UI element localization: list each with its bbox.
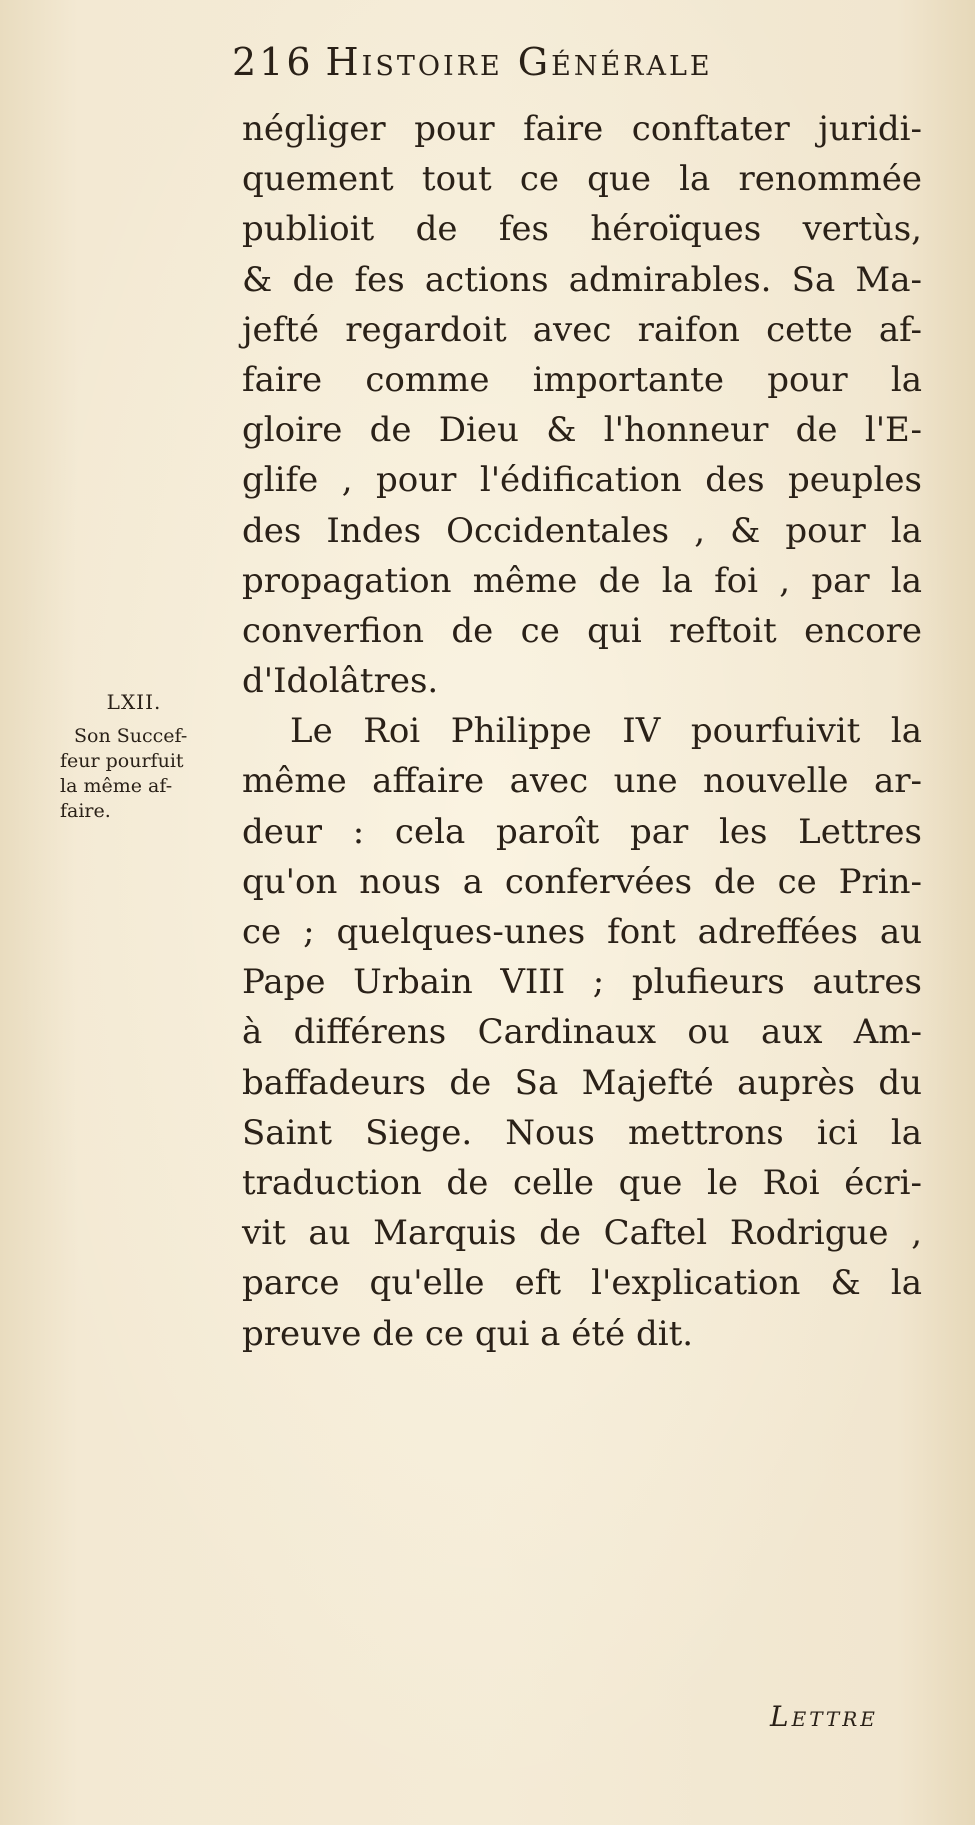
marginal-note-line: la même af-	[60, 775, 173, 797]
marginal-note-line: Son Succef-	[74, 725, 188, 747]
text-line: Saint Siege. Nous mettrons ici la	[242, 1112, 922, 1153]
main-text	[242, 104, 922, 1359]
paragraph-start-line: Le Roi Philippe IV pourfuivit la	[290, 711, 922, 752]
text-line: quement tout ce que la renommée	[242, 159, 922, 200]
text-line: converfion de ce qui reftoit encore	[242, 610, 922, 651]
text-line: négliger pour faire conftater juridi-	[242, 109, 922, 149]
text-line: traduction de celle que le Roi écri-	[242, 1162, 922, 1203]
text-line: qu'on nous a confervées de ce Prin-	[242, 861, 922, 902]
text-line: gloire de Dieu & l'honneur de l'E-	[242, 410, 922, 451]
text-line: des Indes Occidentales , & pour la	[242, 510, 922, 551]
text-line: à différens Cardinaux ou aux Am-	[242, 1012, 922, 1053]
marginal-note-line: feur pourfuit	[60, 750, 184, 772]
running-head	[232, 40, 872, 84]
running-title: Histoire Générale	[325, 40, 713, 84]
text-line: baffadeurs de Sa Majefté auprès du	[242, 1062, 922, 1103]
text-line: même affaire avec une nouvelle ar-	[242, 761, 922, 802]
text-line: & de fes actions admirables. Sa Ma-	[242, 259, 922, 300]
text-line: Pape Urbain VIII ; plufieurs autres	[242, 962, 922, 1003]
section-number: LXII.	[106, 690, 162, 714]
paragraph-end-line: d'Idolâtres.	[242, 661, 439, 702]
text-line: vit au Marquis de Caftel Rodrigue ,	[242, 1213, 922, 1254]
marginal-note-line: faire.	[60, 800, 111, 822]
text-line: deur : cela paroît par les Lettres	[242, 811, 922, 852]
marginal-note	[60, 690, 240, 824]
text-line: glife , pour l'édification des peuples	[242, 460, 922, 501]
text-line: jefté regardoit avec raifon cette af-	[242, 309, 922, 350]
text-line: publioit de fes héroïques vertùs,	[242, 209, 922, 250]
paragraph-end-line: preuve de ce qui a été dit.	[242, 1313, 694, 1354]
text-line: parce qu'elle eft l'explication & la	[242, 1263, 922, 1304]
text-line: faire comme importante pour la	[242, 359, 922, 400]
text-line: propagation même de la foi , par la	[242, 560, 922, 601]
text-line: ce ; quelques-unes font adreffées au	[242, 912, 922, 952]
catchword: Lettre	[770, 1700, 878, 1733]
page-number: 216	[232, 40, 314, 84]
